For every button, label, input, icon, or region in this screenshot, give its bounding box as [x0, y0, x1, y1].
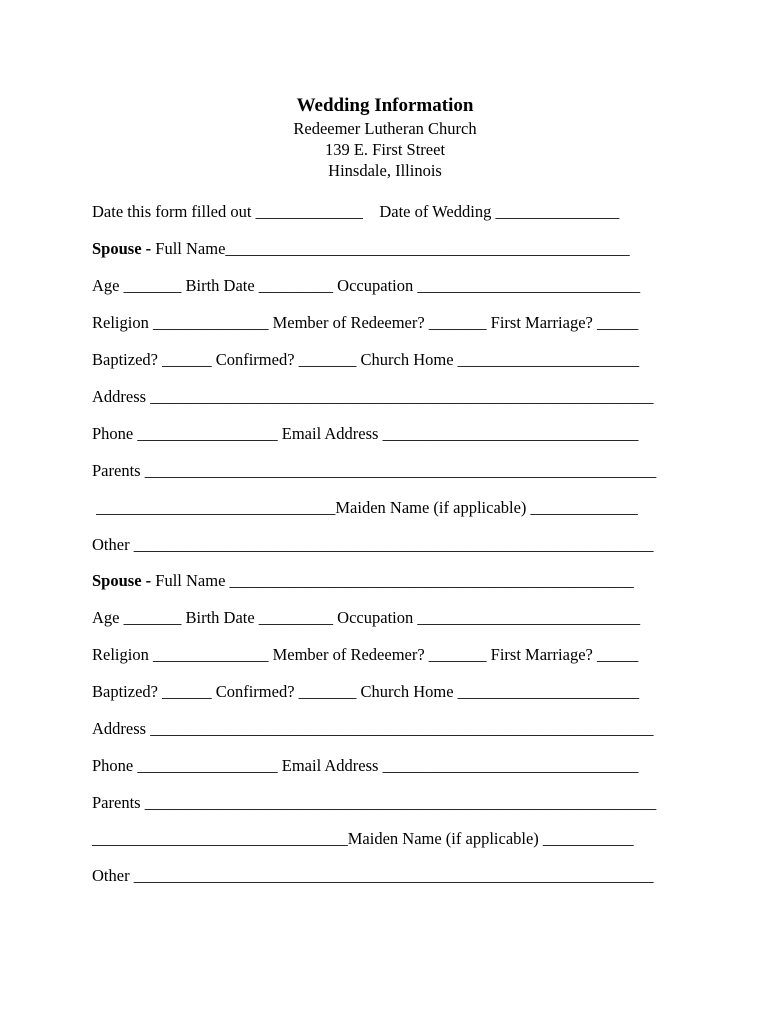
spouse2-baptized-line[interactable]: Baptized? ______ Confirmed? _______ Church Home ______________________: [92, 682, 640, 701]
spouse2-maiden-line[interactable]: _______________________________Maiden Name (if applicable) ___________: [92, 829, 634, 848]
church-name: Redeemer Lutheran Church: [293, 119, 477, 138]
spouse1-age-line[interactable]: Age _______ Birth Date _________ Occupation ___________________________: [92, 276, 641, 295]
spouse2-phone-line[interactable]: Phone _________________ Email Address _______________________________: [92, 756, 639, 775]
spouse2-parents-line[interactable]: Parents ______________________________________________________________: [92, 793, 657, 812]
spouse1-address-line[interactable]: Address _____________________________________________________________: [92, 387, 654, 406]
spouse2-address-line[interactable]: Address _____________________________________________________________: [92, 719, 654, 738]
spouse1-other-line[interactable]: Other _______________________________________________________________: [92, 535, 654, 554]
spouse2-religion-line[interactable]: Religion ______________ Member of Redeemer? _______ First Marriage? _____: [92, 645, 639, 664]
church-city: Hinsdale, Illinois: [328, 161, 442, 180]
spouse1-name-line[interactable]: [92, 239, 678, 259]
spouse1-parents-line[interactable]: Parents ______________________________________________________________: [92, 461, 657, 480]
form-title: Wedding Information: [296, 95, 474, 116]
spouse1-phone-line[interactable]: Phone _________________ Email Address _______________________________: [92, 424, 639, 443]
spouse2-label: Spouse -: [92, 571, 156, 590]
dates-line[interactable]: Date this form filled out _____________ Date of Wedding _______________: [92, 202, 620, 221]
spouse2-name-line[interactable]: [92, 571, 678, 591]
spouse1-religion-line[interactable]: Religion ______________ Member of Redeemer? _______ First Marriage? _____: [92, 313, 639, 332]
spouse2-other-line[interactable]: Other _______________________________________________________________: [92, 866, 654, 885]
form-header: [0, 94, 770, 181]
church-street: 139 E. First Street: [324, 140, 446, 159]
spouse1-maiden-line[interactable]: _____________________________Maiden Name (if applicable) _____________: [92, 498, 638, 517]
spouse1-baptized-line[interactable]: Baptized? ______ Confirmed? _______ Church Home ______________________: [92, 350, 640, 369]
spouse1-full-name-field[interactable]: Full Name_________________________________________________: [155, 239, 630, 258]
spouse1-label: Spouse -: [92, 239, 156, 258]
spouse2-age-line[interactable]: Age _______ Birth Date _________ Occupation ___________________________: [92, 608, 641, 627]
spouse2-full-name-field[interactable]: Full Name _________________________________________________: [155, 571, 634, 590]
